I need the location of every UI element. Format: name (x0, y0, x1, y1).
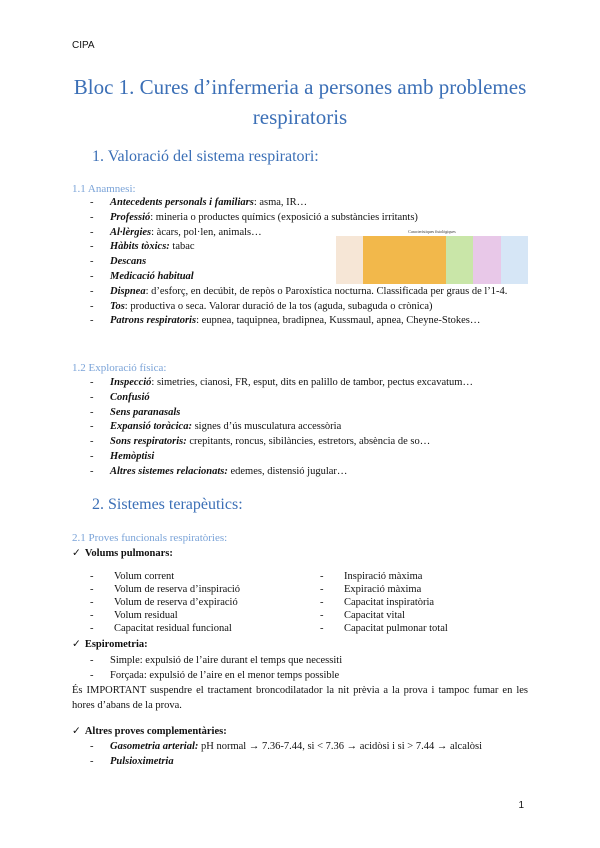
list-item: - Volum de reserva d’expiració (90, 596, 240, 609)
list-item: - Al·lèrgies: àcars, pol·len, animals… (90, 226, 528, 241)
list-item: - Forçada: expulsió de l’aire en el menor temps possible (90, 669, 528, 684)
list-item: - Expiració màxima (320, 583, 448, 596)
table-cell (391, 236, 418, 284)
list-item: - Professió: mineria o productes químics (exposició a substàncies irritants) (90, 211, 528, 226)
list-item: - Pulsioximetria (90, 755, 528, 770)
espirometria-list (90, 654, 528, 684)
list-item: - Hàbits tòxics: tabac (90, 240, 528, 255)
list-item: - Patrons respiratoris: eupnea, taquipnea, bradipnea, Kussmaul, apnea, Cheyne-Stokes… (90, 314, 528, 329)
list-item: - Sons respiratoris: crepitants, roncus, sibilàncies, estretors, absència de so… (90, 435, 528, 450)
section-1-heading: 1. Valoració del sistema respiratori: (92, 148, 319, 165)
list-item: - Sens paranasals (90, 406, 528, 421)
volums-right-list (320, 570, 448, 635)
exploracio-list (90, 376, 528, 480)
list-item: - Volum residual (90, 609, 240, 622)
list-item: - Medicació habitual (90, 270, 528, 285)
list-item: - Dispnea: d’esforç, en decúbit, de repòs o Paroxística nocturna. Classificada per graus de l’1-4. (90, 285, 528, 300)
list-item: - Hemòptisi (90, 450, 528, 465)
altres-proves-list (90, 740, 528, 770)
page-number: 1 (518, 800, 524, 811)
important-note: És IMPORTANT suspendre el tractament broncodilatador la nit prèvia a la prova i tampoc fumar en les hores d’abans de la prova. (72, 685, 528, 711)
section-2-heading: 2. Sistemes terapèutics: (92, 496, 243, 513)
proves-heading: 2.1 Proves funcionals respiratòries: (72, 532, 228, 544)
altres-proves-heading: ✓ Altres proves complementàries: (72, 725, 227, 737)
list-item: - Altres sistemes relacionats: edemes, distensió jugular… (90, 465, 528, 480)
table-cell (336, 236, 363, 284)
table-cell (446, 236, 473, 284)
table-cell (363, 236, 390, 284)
list-item: - Expansió toràcica: signes d’ús musculatura accessòria (90, 420, 528, 435)
header-label: CIPA (72, 40, 95, 51)
list-item: - Capacitat vital (320, 609, 448, 622)
check-icon: ✓ (72, 638, 81, 650)
check-icon: ✓ (72, 547, 81, 559)
characteristics-table-image (336, 228, 528, 284)
list-item: - Antecedents personals i familiars: asma, IR… (90, 196, 528, 211)
page-title: Bloc 1. Cures d’infermeria a persones amb problemes respiratoris (73, 75, 527, 129)
table-cell (473, 236, 500, 284)
espirometria-heading: ✓ Espirometria: (72, 638, 148, 650)
list-item: - Inspiració màxima (320, 570, 448, 583)
list-item: - Descans (90, 255, 528, 270)
check-icon: ✓ (72, 725, 81, 737)
table-cell (501, 236, 528, 284)
list-item: - Inspecció: simetries, cianosi, FR, esput, dits en palillo de tambor, pectus excavatum… (90, 376, 528, 391)
list-item: - Capacitat pulmonar total (320, 622, 448, 635)
list-item: - Confusió (90, 391, 528, 406)
table-cell (418, 236, 445, 284)
list-item: - Simple: expulsió de l’aire durant el temps que necessiti (90, 654, 528, 669)
volums-heading: ✓ Volums pulmonars: (72, 547, 173, 559)
list-item: - Tos: productiva o seca. Valorar duració de la tos (aguda, subaguda o crònica) (90, 300, 528, 315)
list-item: - Capacitat residual funcional (90, 622, 240, 635)
list-item: - Volum corrent (90, 570, 240, 583)
exploracio-heading: 1.2 Exploració física: (72, 362, 167, 374)
list-item: - Capacitat inspiratòria (320, 596, 448, 609)
volums-left-list (90, 570, 240, 635)
list-item: - Gasometria arterial: pH normal → 7.36-7.44, si < 7.36 → acidòsi i si > 7.44 → alcalòsi (90, 740, 528, 755)
table-title: Característiques fisiològiques (408, 229, 456, 234)
anamnesi-heading: 1.1 Anamnesi: (72, 183, 136, 195)
list-item: - Volum de reserva d’inspiració (90, 583, 240, 596)
